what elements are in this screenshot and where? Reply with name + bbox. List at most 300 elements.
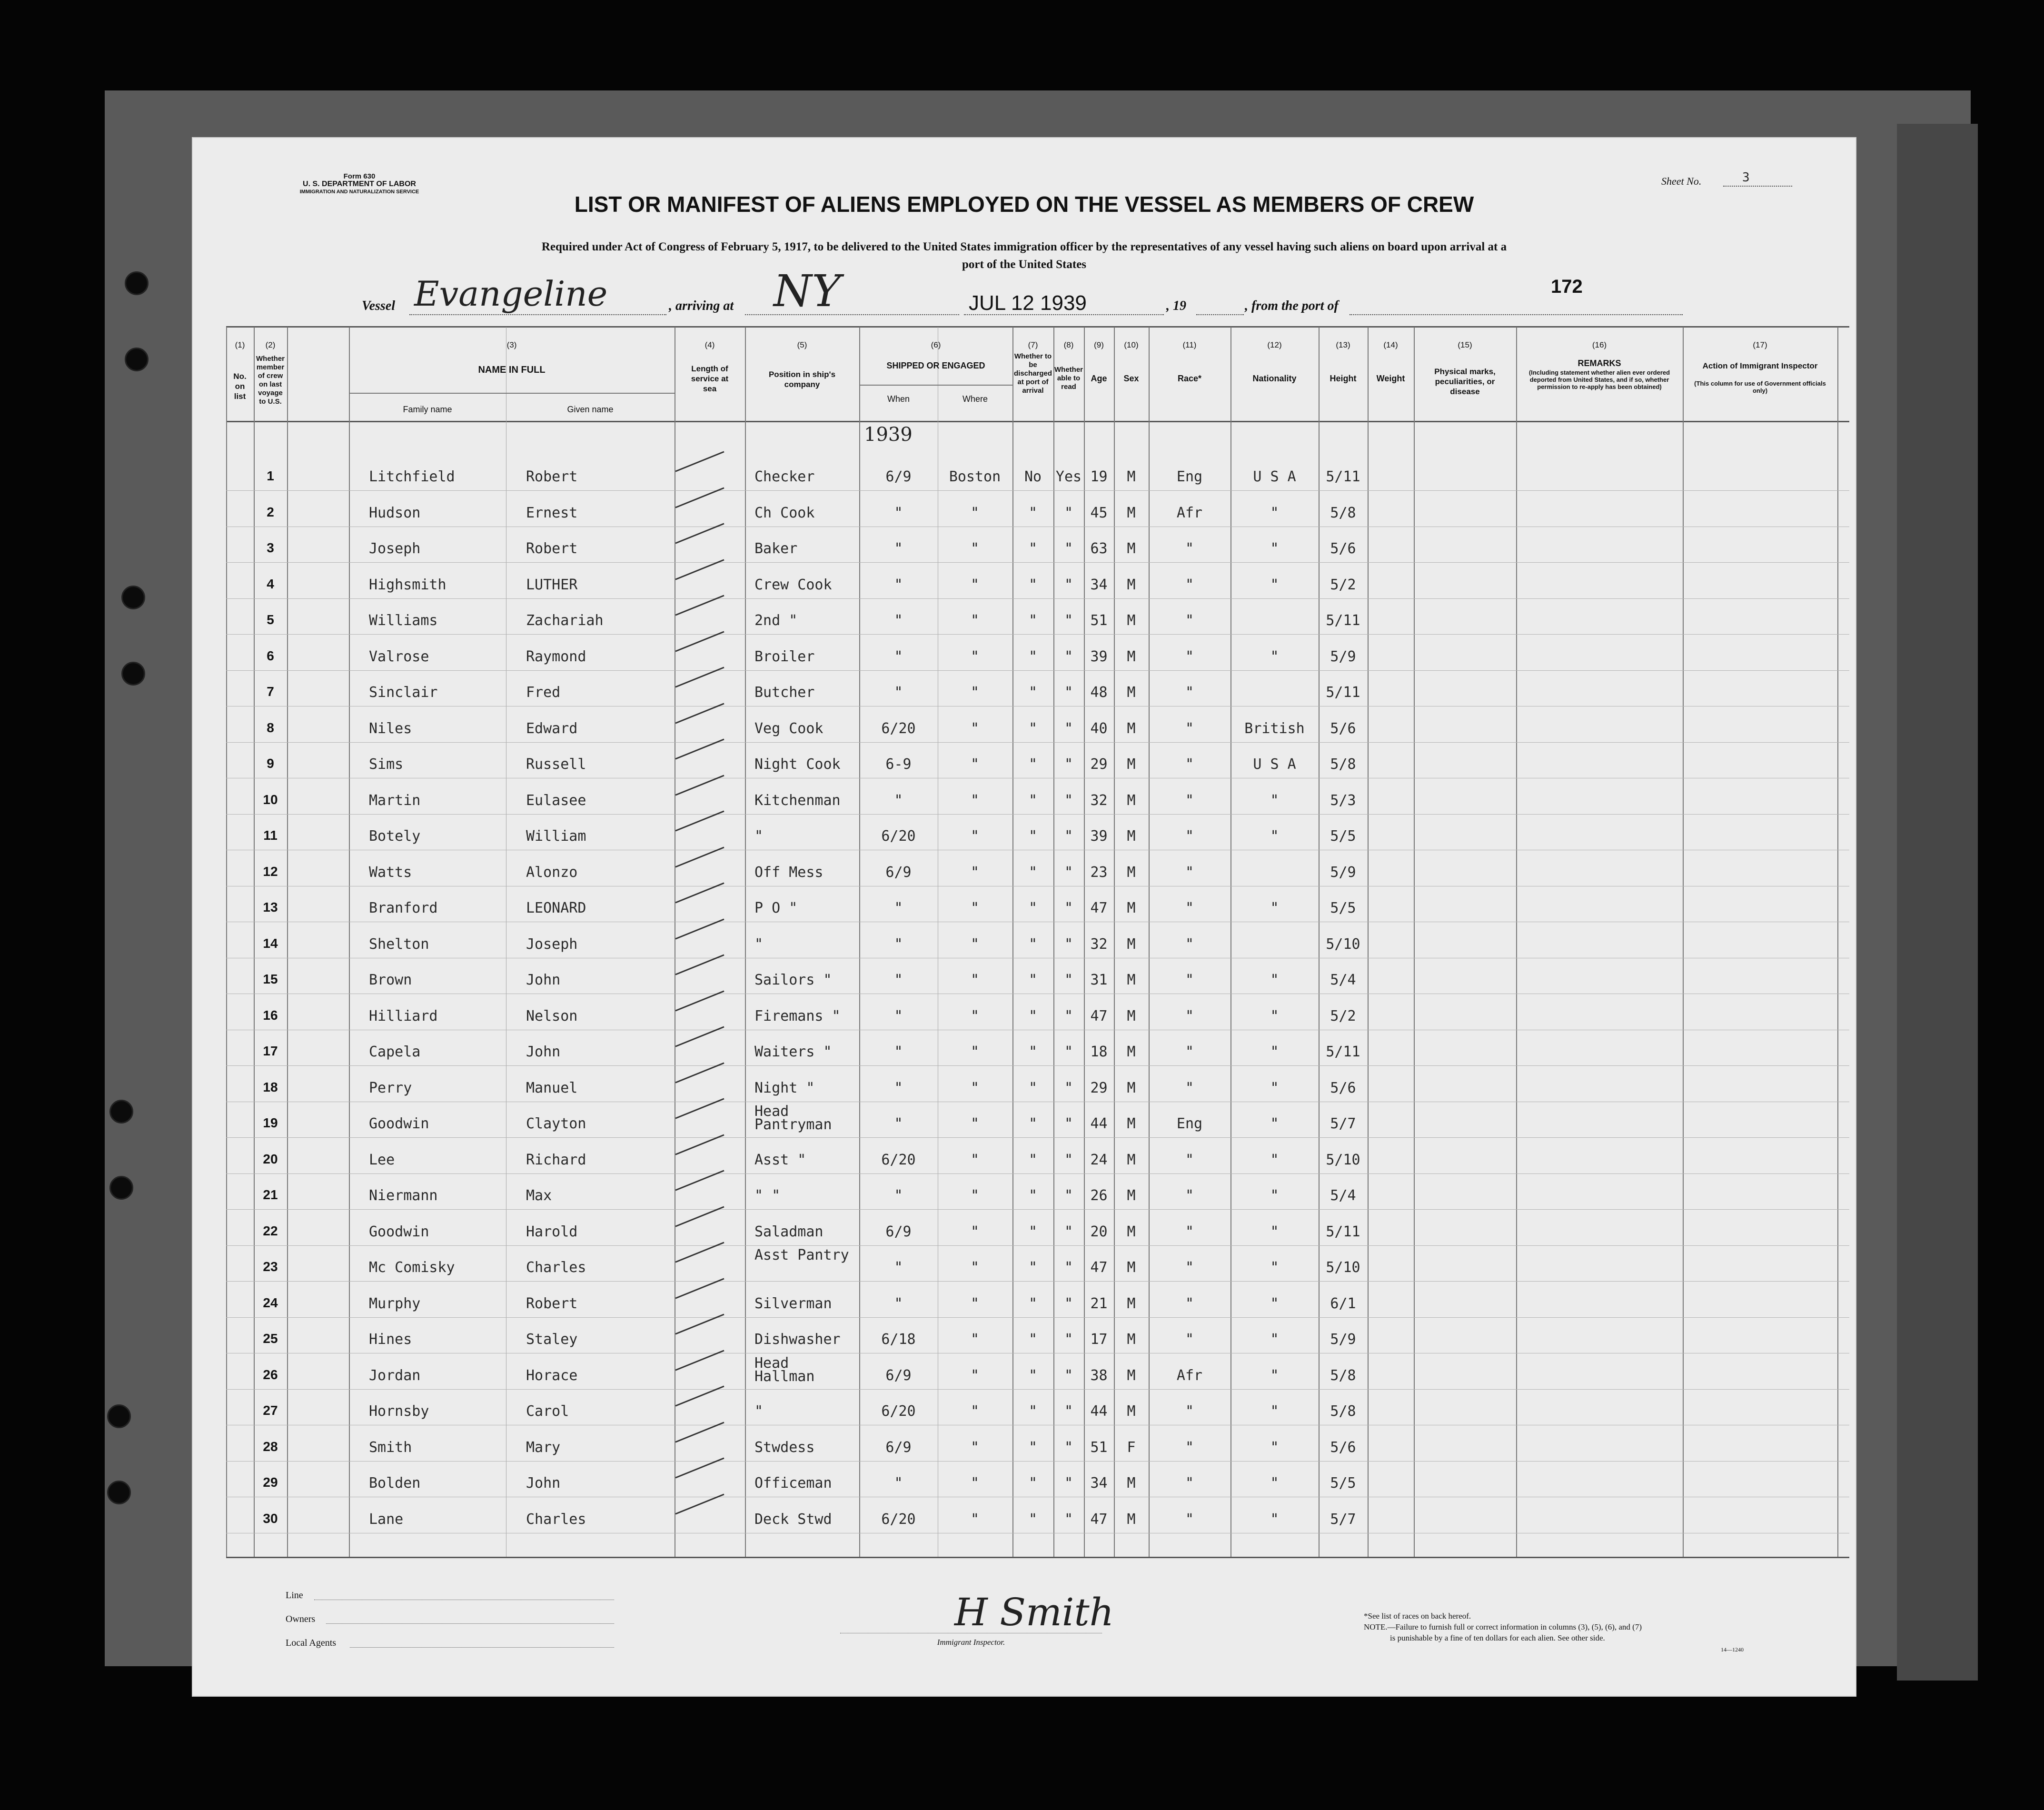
cell-discharged: " — [1028, 828, 1038, 845]
cell-sex: M — [1127, 1331, 1136, 1348]
cell-height: 5/11 — [1326, 612, 1360, 629]
cell-position: Baker — [754, 540, 798, 557]
col-17-header: Action of Immigrant Inspector — [1702, 361, 1818, 370]
cell-read: " — [1064, 864, 1073, 881]
row-number: 24 — [263, 1295, 278, 1310]
cell-where: " — [970, 756, 980, 773]
cell-discharged: " — [1028, 1331, 1038, 1348]
cell-nationality: " — [1270, 1007, 1279, 1024]
cell-where: " — [970, 1007, 980, 1024]
cell-sex: M — [1127, 1115, 1136, 1132]
cell-position: Silverman — [754, 1295, 832, 1312]
cell-nationality: " — [1270, 1259, 1279, 1276]
cell-where: " — [970, 540, 980, 557]
col-14-number: (14) — [1383, 340, 1398, 349]
row-number: 23 — [263, 1259, 278, 1274]
cell-race: " — [1185, 1187, 1194, 1204]
cell-family: Watts — [369, 864, 412, 881]
cell-family: Sinclair — [369, 684, 438, 701]
cell-where: " — [970, 1079, 980, 1096]
cell-where: " — [970, 864, 980, 881]
cell-where: " — [970, 1475, 980, 1492]
col-line — [287, 327, 288, 1557]
cell-sex: F — [1127, 1439, 1136, 1456]
cell-read: " — [1064, 1151, 1073, 1168]
cell-sex: M — [1127, 1007, 1136, 1024]
backing-board-edge — [1897, 124, 1978, 1681]
cell-position: " " — [754, 1187, 781, 1204]
cell-where: " — [970, 1367, 980, 1384]
owners-label: Owners — [286, 1614, 316, 1624]
cell-read: " — [1064, 935, 1073, 953]
cell-given: William — [526, 828, 586, 845]
row-number: 20 — [263, 1151, 278, 1166]
cell-sex: M — [1127, 1151, 1136, 1168]
cell-age: 51 — [1090, 1439, 1108, 1456]
binder-hole — [125, 271, 149, 295]
row-rule — [226, 1245, 1849, 1246]
cell-race: " — [1185, 972, 1194, 988]
col-4-number: (4) — [704, 340, 715, 349]
cell-race: " — [1185, 684, 1194, 701]
cell-when: 6/9 — [885, 1367, 912, 1384]
cell-given: LUTHER — [526, 576, 578, 593]
cell-where: " — [970, 1151, 980, 1168]
cell-height: 5/10 — [1326, 1151, 1360, 1168]
cell-given: Ernest — [526, 504, 578, 521]
cell-when: " — [894, 684, 903, 701]
col-5-number: (5) — [797, 340, 807, 349]
cell-read: " — [1064, 756, 1073, 773]
cell-when: " — [894, 1187, 903, 1204]
cell-given: Charles — [526, 1259, 586, 1276]
binder-hole — [125, 348, 149, 371]
cell-where: " — [970, 1115, 980, 1132]
col-16-header: REMARKS — [1578, 358, 1621, 368]
year-handwritten: 1939 — [864, 424, 913, 446]
cell-age: 21 — [1090, 1295, 1108, 1312]
cell-age: 32 — [1090, 792, 1108, 809]
cell-read: " — [1064, 1331, 1073, 1348]
row-number: 5 — [267, 612, 274, 627]
cell-when: 6-9 — [885, 756, 912, 773]
cell-age: 34 — [1090, 1475, 1108, 1492]
cell-age: 47 — [1090, 1511, 1108, 1528]
cell-race: " — [1185, 1044, 1194, 1060]
cell-sex: M — [1127, 792, 1136, 809]
vessel-label: Vessel — [362, 298, 395, 313]
cell-nationality: " — [1270, 1367, 1279, 1384]
cell-discharged: " — [1028, 648, 1038, 665]
cell-race: Eng — [1176, 1115, 1203, 1132]
cell-read: " — [1064, 648, 1073, 665]
cell-family: Jordan — [369, 1367, 421, 1384]
cell-discharged: " — [1028, 1367, 1038, 1384]
agents-label: Local Agents — [286, 1638, 337, 1648]
row-rule — [226, 1137, 1849, 1138]
cell-age: 47 — [1090, 1259, 1108, 1276]
cell-discharged: " — [1028, 900, 1038, 916]
row-rule — [226, 814, 1849, 815]
col-line — [226, 327, 227, 1557]
col-2-number: (2) — [265, 340, 276, 349]
cell-given: Richard — [526, 1151, 586, 1168]
cell-nationality: " — [1270, 1295, 1279, 1312]
col-1-header: No. on list — [233, 372, 247, 401]
cell-position: Veg Cook — [754, 720, 824, 737]
cell-nationality: " — [1270, 1223, 1279, 1240]
cell-position: Crew Cook — [754, 576, 832, 593]
cell-sex: M — [1127, 972, 1136, 988]
cell-family: Hilliard — [369, 1007, 438, 1024]
col-6-number: (6) — [931, 340, 941, 349]
cell-where: " — [970, 1331, 980, 1348]
cell-family: Shelton — [369, 935, 429, 953]
row-rule — [226, 1389, 1849, 1390]
cell-position: Asst Pantry — [754, 1247, 849, 1263]
col-1-number: (1) — [235, 340, 245, 349]
inspector-signature: H Smith — [954, 1590, 1114, 1634]
cell-discharged: " — [1028, 684, 1038, 701]
cell-position: Night Cook — [754, 756, 841, 773]
row-rule — [226, 1317, 1849, 1318]
service-name: IMMIGRATION AND NATURALIZATION SERVICE — [299, 189, 419, 195]
cell-sex: M — [1127, 1403, 1136, 1420]
cell-family: Murphy — [369, 1295, 421, 1312]
arriving-port: NY — [774, 266, 841, 317]
cell-nationality: " — [1270, 576, 1279, 593]
col-3-family-header: Family name — [403, 405, 452, 414]
cell-when: " — [894, 1007, 903, 1024]
cell-given: Robert — [526, 1295, 578, 1312]
col-10-header: Sex — [1123, 374, 1139, 383]
cell-read: " — [1064, 1475, 1073, 1492]
cell-race: " — [1185, 612, 1194, 629]
cell-nationality: " — [1270, 1403, 1279, 1420]
cell-sex: M — [1127, 1511, 1136, 1528]
row-rule — [226, 562, 1849, 563]
cell-when: " — [894, 972, 903, 988]
cell-family: Hornsby — [369, 1403, 429, 1420]
cell-given: Nelson — [526, 1007, 578, 1024]
row-number: 28 — [263, 1439, 278, 1454]
cell-nationality: " — [1270, 540, 1279, 557]
cell-position: Checker — [754, 468, 815, 485]
cell-given: Robert — [526, 540, 578, 557]
cell-age: 23 — [1090, 864, 1108, 881]
cell-nationality: " — [1270, 1151, 1279, 1168]
cell-family: Bolden — [369, 1475, 421, 1492]
cell-age: 29 — [1090, 756, 1108, 773]
row-number: 18 — [263, 1079, 278, 1094]
cell-height: 5/5 — [1330, 900, 1356, 916]
cell-sex: M — [1127, 1223, 1136, 1240]
cell-when: " — [894, 1295, 903, 1312]
cell-sex: M — [1127, 1079, 1136, 1096]
row-number: 12 — [263, 864, 278, 879]
cell-age: 32 — [1090, 935, 1108, 953]
cell-discharged: No — [1024, 468, 1042, 485]
cell-age: 18 — [1090, 1044, 1108, 1060]
cell-position: Broiler — [754, 648, 815, 665]
cell-when: " — [894, 540, 903, 557]
cell-read: " — [1064, 1044, 1073, 1060]
cell-height: 5/5 — [1330, 828, 1356, 845]
cell-position: Stwdess — [754, 1439, 815, 1456]
cell-height: 5/8 — [1330, 1367, 1356, 1384]
cell-sex: M — [1127, 1295, 1136, 1312]
cell-where: " — [970, 504, 980, 521]
cell-given: Robert — [526, 468, 578, 485]
cell-given: Eulasee — [526, 792, 586, 809]
races-note: *See list of races on back hereof. — [1364, 1611, 1471, 1621]
manifest-form — [192, 137, 1856, 1697]
cell-height: 5/9 — [1330, 648, 1356, 665]
cell-height: 5/11 — [1326, 468, 1360, 485]
cell-given: Zachariah — [526, 612, 604, 629]
col-5-header: Position in ship's company — [768, 370, 836, 389]
department-name: U. S. DEPARTMENT OF LABOR — [303, 180, 416, 188]
cell-height: 5/7 — [1330, 1511, 1356, 1528]
agents-field — [350, 1647, 614, 1648]
cell-read: " — [1064, 1439, 1073, 1456]
cell-given: Carol — [526, 1403, 569, 1420]
cell-given: Manuel — [526, 1079, 578, 1096]
cell-age: 39 — [1090, 828, 1108, 845]
cell-height: 5/9 — [1330, 1331, 1356, 1348]
row-number: 30 — [263, 1511, 278, 1526]
cell-sex: M — [1127, 1187, 1136, 1204]
cell-read: " — [1064, 900, 1073, 916]
vessel-name: Evangeline — [414, 274, 608, 314]
cell-given: Fred — [526, 684, 561, 701]
cell-height: 5/9 — [1330, 864, 1356, 881]
cell-nationality: British — [1244, 720, 1305, 737]
cell-read: " — [1064, 1295, 1073, 1312]
cell-sex: M — [1127, 900, 1136, 916]
cell-height: 5/11 — [1326, 1044, 1360, 1060]
cell-when: " — [894, 1475, 903, 1492]
cell-read: " — [1064, 1187, 1073, 1204]
cell-read: " — [1064, 1223, 1073, 1240]
cell-family: Martin — [369, 792, 421, 809]
cell-when: 6/20 — [881, 1511, 916, 1528]
cell-where: Boston — [949, 468, 1001, 485]
col-line — [1837, 327, 1838, 1557]
cell-where: " — [970, 1511, 980, 1528]
sheet-label: Sheet No. — [1661, 175, 1702, 187]
row-rule — [226, 1065, 1849, 1066]
col-line — [1414, 327, 1415, 1557]
cell-age: 45 — [1090, 504, 1108, 521]
col-13-number: (13) — [1336, 340, 1350, 349]
col-line — [1516, 327, 1517, 1557]
cell-race: " — [1185, 1259, 1194, 1276]
cell-when: 6/20 — [881, 1403, 916, 1420]
row-number: 6 — [267, 648, 274, 663]
cell-nationality: " — [1270, 972, 1279, 988]
row-rule — [226, 1281, 1849, 1282]
cell-race: Eng — [1176, 468, 1203, 485]
row-rule — [226, 670, 1849, 671]
cell-where: " — [970, 792, 980, 809]
cell-given: Horace — [526, 1367, 578, 1384]
cell-sex: M — [1127, 648, 1136, 665]
col-10-number: (10) — [1124, 340, 1139, 349]
cell-discharged: " — [1028, 1511, 1038, 1528]
cell-read: " — [1064, 576, 1073, 593]
cell-discharged: " — [1028, 720, 1038, 737]
binder-hole — [109, 1176, 133, 1200]
cell-where: " — [970, 935, 980, 953]
cell-height: 5/4 — [1330, 972, 1356, 988]
col-6-header: SHIPPED OR ENGAGED — [886, 361, 985, 370]
row-number: 7 — [267, 684, 274, 699]
cell-read: " — [1064, 1007, 1073, 1024]
col-13-header: Height — [1330, 374, 1357, 383]
cell-discharged: " — [1028, 1259, 1038, 1276]
cell-when: 6/9 — [885, 864, 912, 881]
cell-race: " — [1185, 756, 1194, 773]
binder-hole — [121, 586, 145, 609]
col-17-number: (17) — [1753, 340, 1767, 349]
cell-race: " — [1185, 828, 1194, 845]
cell-discharged: " — [1028, 756, 1038, 773]
col-6-where-header: Where — [962, 394, 988, 404]
cell-family: Lee — [369, 1151, 395, 1168]
cell-discharged: " — [1028, 1115, 1038, 1132]
cell-where: " — [970, 576, 980, 593]
cell-given: John — [526, 1044, 561, 1060]
service-check-mark — [675, 451, 724, 472]
cell-read: " — [1064, 1079, 1073, 1096]
cell-race: " — [1185, 1439, 1194, 1456]
col-6-when-header: When — [887, 394, 910, 404]
cell-position: Sailors " — [754, 972, 832, 988]
owners-field — [326, 1623, 614, 1624]
cell-given: Max — [526, 1187, 552, 1204]
cell-nationality: U S A — [1253, 468, 1296, 485]
cell-height: 5/8 — [1330, 504, 1356, 521]
cell-height: 5/11 — [1326, 1223, 1360, 1240]
row-number: 29 — [263, 1475, 278, 1490]
line-label: Line — [286, 1590, 303, 1601]
binder-hole — [107, 1404, 131, 1428]
cell-when: " — [894, 612, 903, 629]
cell-where: " — [970, 1044, 980, 1060]
cell-discharged: " — [1028, 1475, 1038, 1492]
cell-given: Charles — [526, 1511, 586, 1528]
cell-where: " — [970, 1403, 980, 1420]
cell-height: 6/1 — [1330, 1295, 1356, 1312]
cell-sex: M — [1127, 468, 1136, 485]
cell-race: " — [1185, 864, 1194, 881]
binder-hole — [121, 662, 145, 686]
cell-where: " — [970, 1295, 980, 1312]
cell-race: " — [1185, 1511, 1194, 1528]
cell-given: John — [526, 1475, 561, 1492]
cell-discharged: " — [1028, 792, 1038, 809]
cell-position: Off Mess — [754, 864, 824, 881]
cell-sex: M — [1127, 828, 1136, 845]
cell-position: " — [754, 828, 764, 845]
cell-where: " — [970, 720, 980, 737]
cell-when: " — [894, 792, 903, 809]
cell-where: " — [970, 1187, 980, 1204]
cell-age: 63 — [1090, 540, 1108, 557]
from-line — [1349, 314, 1683, 315]
cell-nationality: " — [1270, 1044, 1279, 1060]
cell-height: 5/10 — [1326, 1259, 1360, 1276]
cell-read: " — [1064, 972, 1073, 988]
cell-when: " — [894, 935, 903, 953]
cell-given: LEONARD — [526, 900, 586, 916]
col-3-header: NAME IN FULL — [478, 365, 546, 375]
cell-discharged: " — [1028, 1044, 1038, 1060]
row-rule — [226, 742, 1849, 743]
table-header-bottom-border — [226, 421, 1849, 422]
col-16-note: (Including statement whether alien ever ordered deported from United States, and if so, whether permission to re-apply has been obtained) — [1528, 369, 1670, 390]
subtitle-line-2: port of the United States — [962, 258, 1087, 271]
cell-sex: M — [1127, 1259, 1136, 1276]
page-title: LIST OR MANIFEST OF ALIENS EMPLOYED ON THE VESSEL AS MEMBERS OF CREW — [574, 192, 1474, 217]
cell-sex: M — [1127, 1367, 1136, 1384]
cell-where: " — [970, 1223, 980, 1240]
cell-family: Perry — [369, 1079, 412, 1096]
cell-given: Alonzo — [526, 864, 578, 881]
cell-height: 5/6 — [1330, 540, 1356, 557]
cell-when: 6/18 — [881, 1331, 916, 1348]
cell-read: " — [1064, 792, 1073, 809]
cell-position: P O " — [754, 900, 798, 916]
cell-when: 6/9 — [885, 1223, 912, 1240]
row-number: 10 — [263, 792, 278, 807]
cell-position: Asst " — [754, 1151, 806, 1168]
cell-position: " — [754, 1403, 764, 1420]
col-line — [1683, 327, 1684, 1557]
col-3-number: (3) — [506, 340, 517, 349]
col-7-number: (7) — [1028, 340, 1038, 349]
cell-family: Niles — [369, 720, 412, 737]
shipped-header-divider — [859, 385, 1012, 386]
cell-given: John — [526, 972, 561, 988]
cell-discharged: " — [1028, 504, 1038, 521]
row-number: 11 — [263, 828, 278, 843]
cell-race: " — [1185, 935, 1194, 953]
date-stamp: JUL 12 1939 — [969, 291, 1087, 315]
cell-height: 5/7 — [1330, 1115, 1356, 1132]
cell-family: Sims — [369, 756, 404, 773]
cell-read: " — [1064, 1367, 1073, 1384]
binder-hole — [107, 1481, 131, 1504]
name-header-divider — [349, 393, 675, 394]
cell-discharged: " — [1028, 1223, 1038, 1240]
cell-height: 5/3 — [1330, 792, 1356, 809]
year-line — [1196, 314, 1244, 315]
cell-sex: M — [1127, 540, 1136, 557]
cell-family: Smith — [369, 1439, 412, 1456]
cell-read: " — [1064, 720, 1073, 737]
cell-position: Firemans " — [754, 1007, 841, 1024]
cell-sex: M — [1127, 864, 1136, 881]
cell-nationality: " — [1270, 648, 1279, 665]
col-2-header: Whether member of crew on last voyage to U.S. — [256, 355, 285, 406]
cell-nationality: " — [1270, 828, 1279, 845]
cell-sex: M — [1127, 504, 1136, 521]
row-number: 1 — [267, 468, 274, 483]
cell-position: Dishwasher — [754, 1331, 841, 1348]
cell-discharged: " — [1028, 1151, 1038, 1168]
